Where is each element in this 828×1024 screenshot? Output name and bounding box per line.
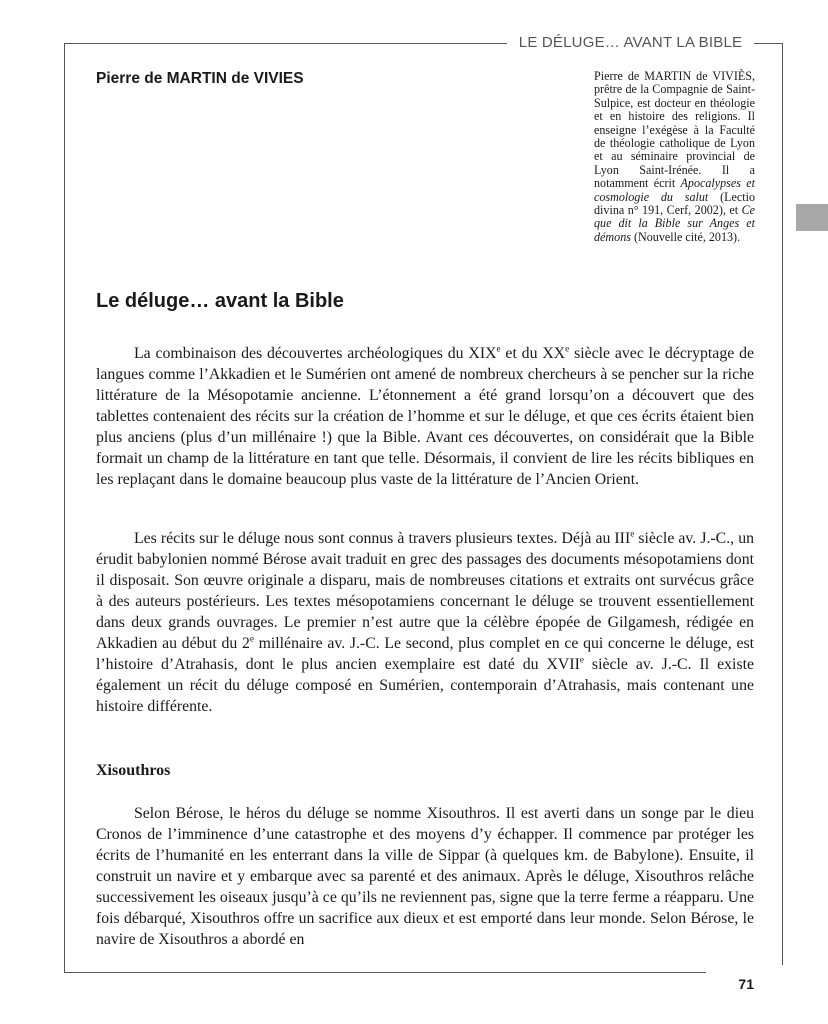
section-heading: Xisouthros xyxy=(96,762,171,779)
paragraph-xisouthros: Selon Bérose, le héros du déluge se nomme Xisouthros. Il est averti dans un songe par le dieu Cronos de l’imminence d’une catastrophe et des moyens d’y échapper. Il commence par protéger les écrits de l’humanité en les enterrant dans la ville de Sippar (à quelques km. de Babylone). Ensuite, il construit un navire et y embarque avec sa parenté et des animaux. Après le déluge, Xisouthros relâche successivement les oiseaux jusqu’à ce qu’ils ne reviennent pas, signe que la terre ferme a réapparu. Une fois débarqué, Xisouthros offre un sacrifice aux dieux et est emporté dans leur monde. Selon Bérose, le navire de Xisouthros a abordé en xyxy=(96,805,754,948)
chapter-tab-marker xyxy=(796,204,828,231)
paragraph-sources: Les récits sur le déluge nous sont connus à travers plusieurs textes. Déjà au IIIe siècle av. J.-C., un érudit babylonien nommé Bérose avait traduit en grec des passages des documents mésopotamiens dont il disposait. Son œuvre originale a disparu, mais de nombreuses citations et extraits ont survécus grâce à des auteurs postérieurs. Les textes mésopotamiens concernant le déluge se trouvent essentiellement dans deux grands ouvrages. Le premier n’est autre que la célèbre épopée de Gilgamesh, rédigée en Akkadien au début du 2e millénaire av. J.-C. Le second, plus complet en ce qui concerne le déluge, est l’histoire d’Atrahasis, dont le plus ancien exemplaire est daté du XVIIe siècle av. J.-C. Il existe également un récit du déluge composé en Sumérien, contemporain d’Atrahasis, mais contenant une histoire différente. xyxy=(96,528,754,715)
author-bio: Pierre de MARTIN de VIVIÈS, prêtre de la Compagnie de Saint-Sulpice, est docteur en théologie et en histoire des religions. Il enseigne l’exégèse à la Faculté de théologie catholique de Lyon et au séminaire provincial de Lyon Saint-Irénée. Il a notamment écrit Apocalypses et cosmologie du salut (Lectio divina n° 191, Cerf, 2002), et Ce que dit la Bible sur Anges et démons (Nouvelle cité, 2013). xyxy=(594,69,755,244)
article-title: Le déluge… avant la Bible xyxy=(96,290,344,312)
book-title: Apocalypses et cosmologie du salut xyxy=(594,176,755,204)
author-name: Pierre de MARTIN de VIVIES xyxy=(96,70,304,87)
paragraph-intro: La combinaison des découvertes archéologiques du XIXe et du XXe siècle avec le décryptage de langues comme l’Akkadien et le Sumérien ont amené de nombreux chercheurs à se pencher sur la riche littérature de la Mésopotamie ancienne. L’étonnement a été grand lorsqu’on a découvert que des tablettes contenaient des récits sur la création de l’homme et sur le déluge, et que ces écrits étaient bien plus anciens (plus d’un millénaire !) que la Bible. Avant ces découvertes, on considérait que la Bible formait un champ de la littérature en tant que telle. Désormais, il convient de lire les récits bibliques en les replaçant dans le domaine beaucoup plus vaste de la littérature de l’Ancien Orient. xyxy=(96,343,754,488)
page-number: 71 xyxy=(738,976,754,992)
running-header: LE DÉLUGE… AVANT LA BIBLE xyxy=(507,32,754,54)
book-title: Ce que dit la Bible sur Anges et démons xyxy=(594,203,755,244)
